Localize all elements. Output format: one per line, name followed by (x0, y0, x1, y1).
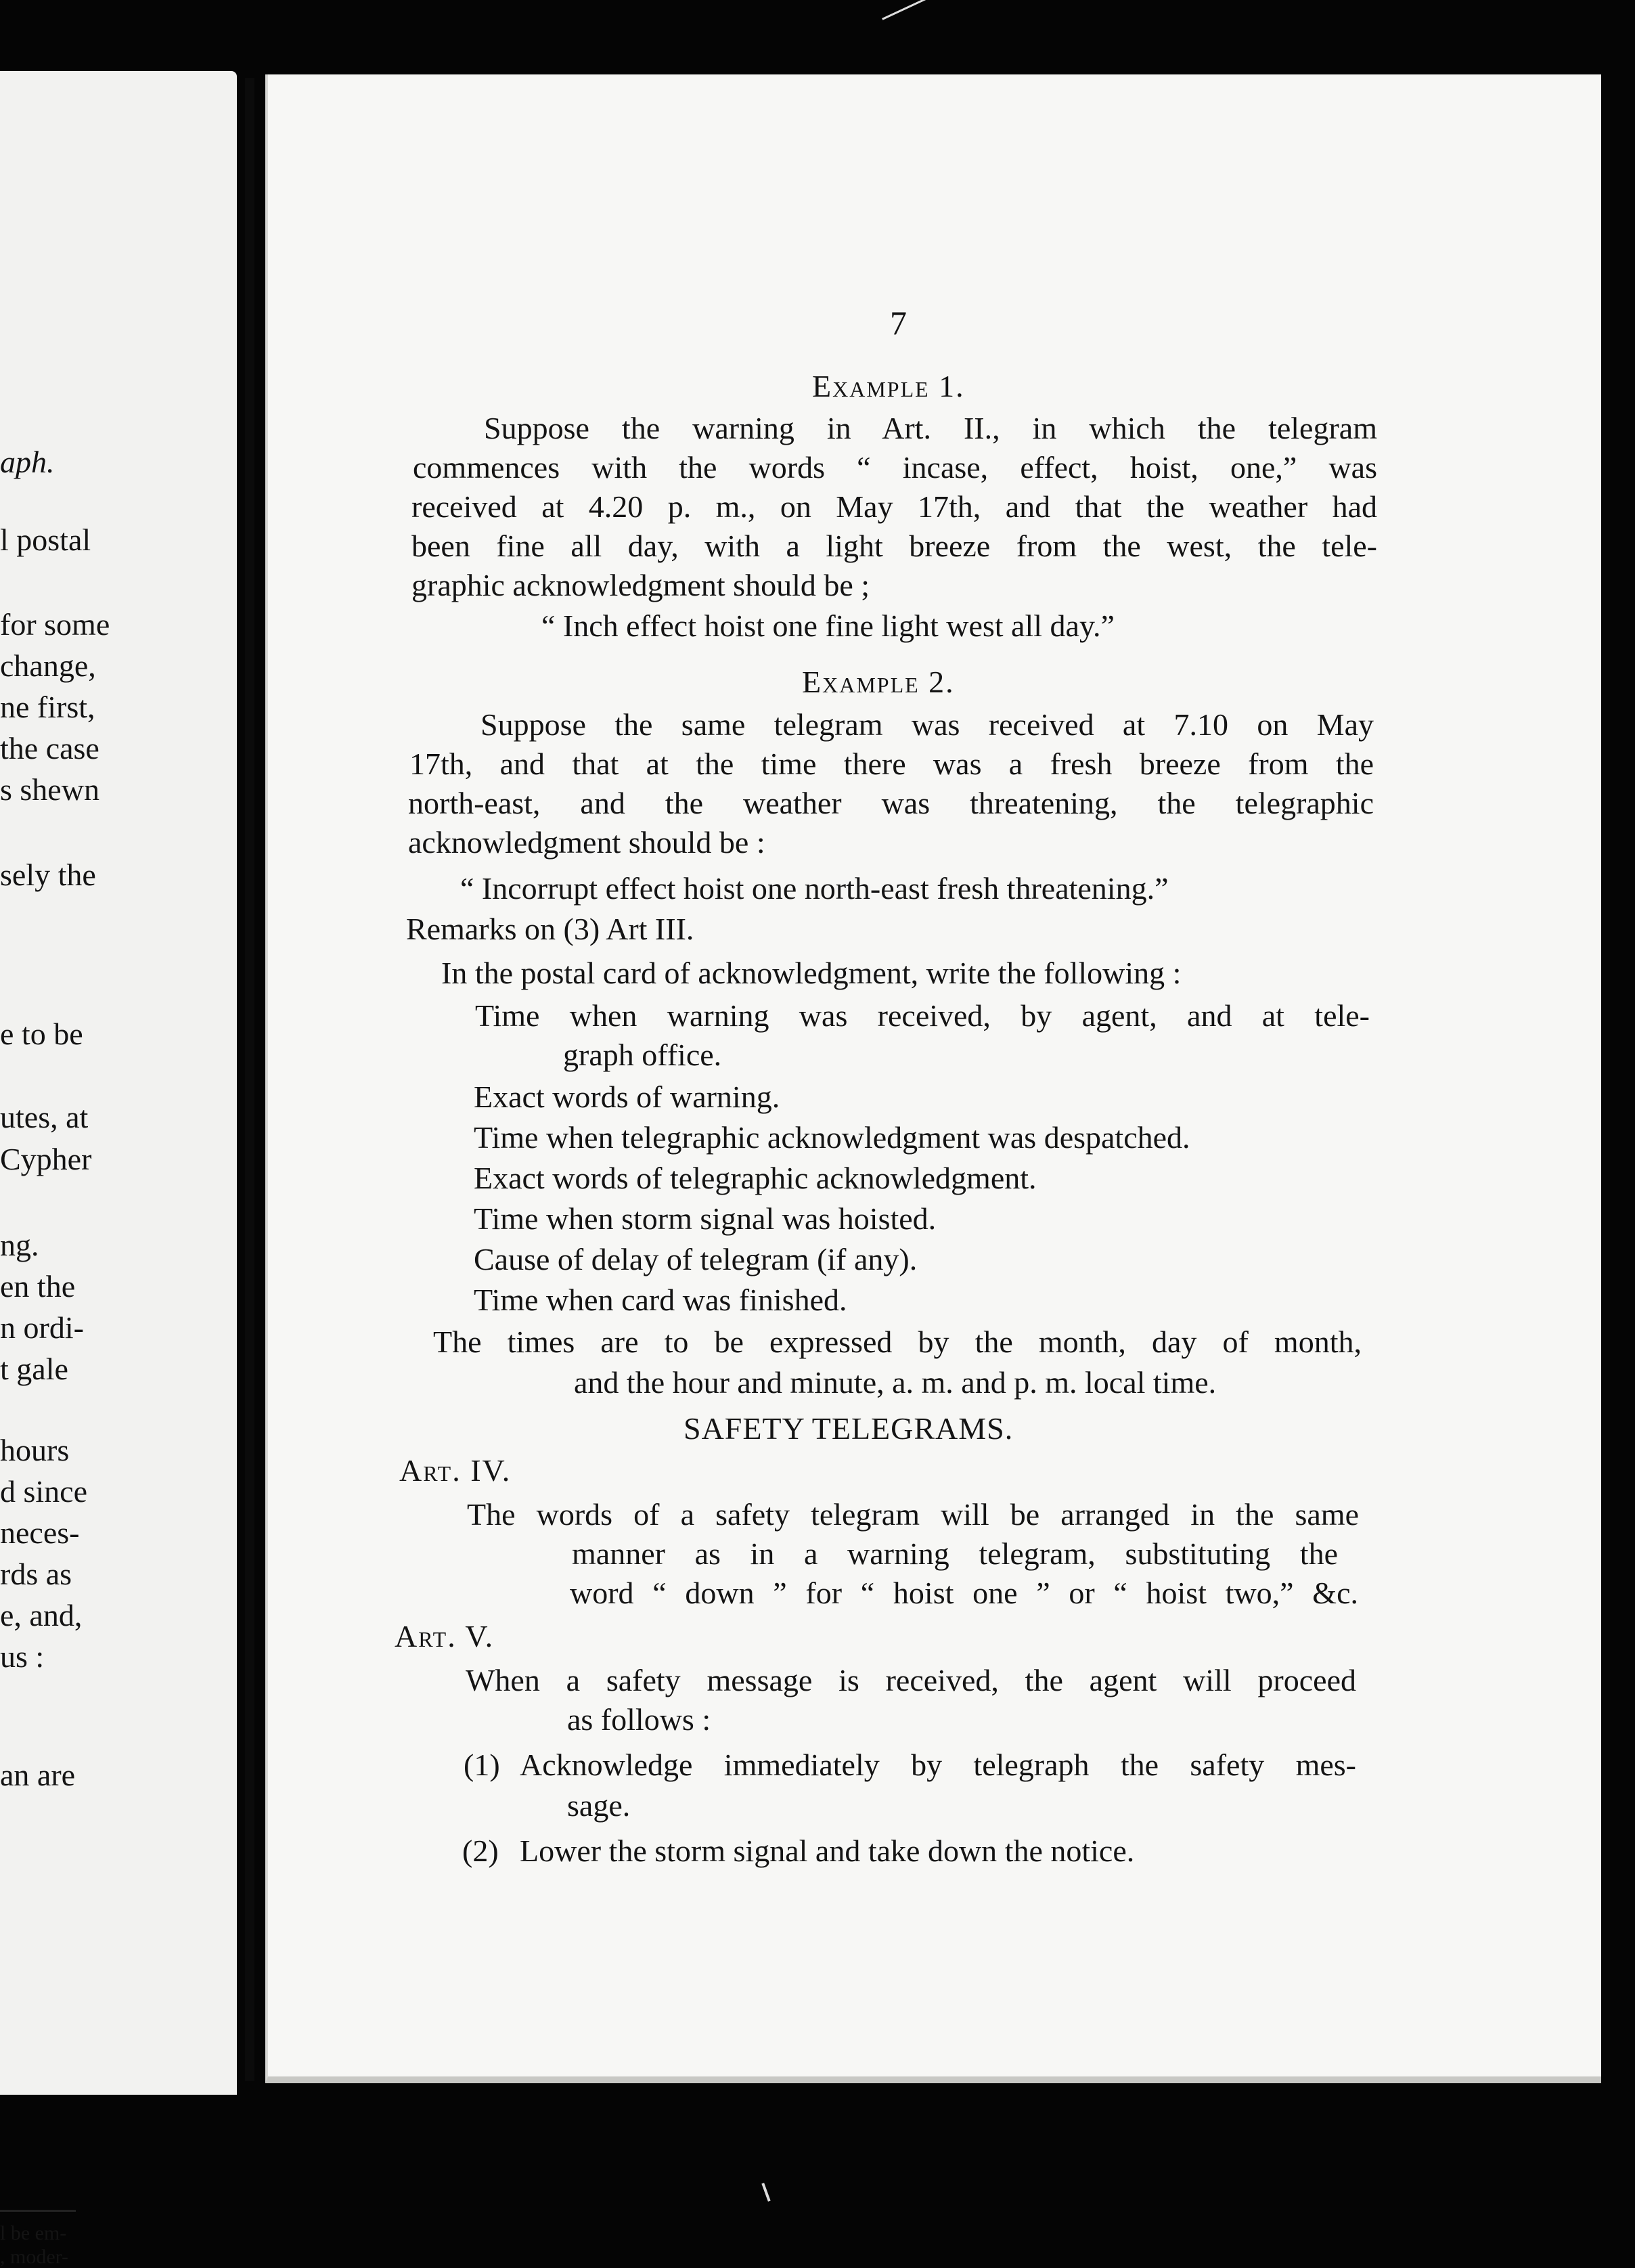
left-footnote-line: , moder- (0, 2246, 69, 2268)
left-page-line: Cypher (0, 1142, 92, 1176)
example-2-quote: “ Incorrupt effect hoist one north-east fresh threatening.” (460, 871, 1169, 906)
art-4-line: manner as in a warning telegram, substituting the (572, 1536, 1338, 1571)
example-1-line: graphic acknowledgment should be ; (411, 568, 870, 602)
left-page-line: t gale (0, 1352, 68, 1386)
left-page (0, 71, 237, 2268)
left-page-line: aph. (0, 445, 55, 479)
left-page-line: n ordi- (0, 1310, 84, 1345)
art-5-item-text: sage. (567, 1788, 631, 1823)
remarks-times-line: The times are to be expressed by the month, day of month, (433, 1325, 1362, 1359)
remarks-item: Time when warning was received, by agent, and at tele- (475, 998, 1370, 1033)
scan-mark (761, 2183, 770, 2202)
remarks-item: Time when storm signal was hoisted. (474, 1201, 937, 1236)
example-1-quote: “ Inch effect hoist one fine light west all day.” (541, 608, 1115, 643)
left-page-line: e, and, (0, 1598, 83, 1632)
left-page-line: d since (0, 1474, 88, 1509)
left-page-line: ne first, (0, 690, 95, 724)
scan-mark (882, 0, 932, 20)
art-5-line: as follows : (567, 1702, 711, 1737)
footnote-rule (0, 2210, 76, 2212)
art-5-item-number: (1) (464, 1748, 500, 1782)
left-page-line: en the (0, 1269, 76, 1304)
left-page-line: rds as (0, 1557, 72, 1591)
example-2-line: north-east, and the weather was threatening, the telegraphic (408, 786, 1374, 820)
remarks-item: Time when card was finished. (474, 1283, 847, 1317)
example-1-line: commences with the words “ incase, effect, hoist, one,” was (413, 450, 1377, 485)
example-2-line: Suppose the same telegram was received at 7.10 on May (480, 707, 1374, 742)
example-2-line: 17th, and that at the time there was a fresh breeze from the (409, 747, 1374, 781)
art-4-label: Art. IV. (399, 1453, 512, 1488)
left-page-line: the case (0, 731, 99, 765)
left-page-line: ng. (0, 1228, 39, 1262)
art-5-line: When a safety message is received, the agent will proceed (466, 1663, 1356, 1697)
art-5-item-text: Acknowledge immediately by telegraph the safety mes- (520, 1748, 1356, 1782)
example-1-heading: Example 1. (812, 369, 965, 403)
left-page-line: s shewn (0, 772, 99, 807)
example-1-line: Suppose the warning in Art. II., in which the telegram (484, 411, 1377, 445)
art-5-item-number: (2) (462, 1833, 499, 1868)
left-page-line: utes, at (0, 1100, 89, 1134)
left-page-line: hours (0, 1433, 70, 1467)
remarks-item: Exact words of telegraphic acknowledgment. (474, 1161, 1037, 1195)
left-page-line: change, (0, 648, 96, 683)
remarks-times-line: and the hour and minute, a. m. and p. m. local time. (574, 1365, 1217, 1400)
section-heading: SAFETY TELEGRAMS. (684, 1411, 1014, 1446)
page-number: 7 (890, 304, 907, 342)
example-2-heading: Example 2. (802, 665, 955, 699)
remarks-intro: In the postal card of acknowledgment, write the following : (441, 956, 1182, 990)
left-page-line: neces- (0, 1515, 80, 1550)
left-page-line: an are (0, 1758, 76, 1792)
art-5-item-text: Lower the storm signal and take down the notice. (520, 1833, 1135, 1868)
left-footnote-line: l be em- (0, 2222, 67, 2244)
example-1-line: been fine all day, with a light breeze from the west, the tele- (411, 529, 1377, 563)
art-4-line: The words of a safety telegram will be arranged in the same (467, 1497, 1359, 1532)
remarks-item: graph office. (563, 1038, 722, 1072)
example-1-line: received at 4.20 p. m., on May 17th, and that the weather had (411, 489, 1377, 524)
remarks-item: Exact words of warning. (474, 1080, 780, 1114)
remarks-item: Time when telegraphic acknowledgment was despatched. (474, 1120, 1190, 1155)
left-page-line: e to be (0, 1017, 83, 1051)
remarks-item: Cause of delay of telegram (if any). (474, 1242, 918, 1276)
art-4-line: word “ down ” for “ hoist one ” or “ hoist two,” &c. (570, 1576, 1358, 1610)
left-page-line: l postal (0, 522, 91, 557)
left-page-line: for some (0, 607, 110, 642)
left-page-line: sely the (0, 858, 96, 892)
example-2-line: acknowledgment should be : (408, 825, 765, 860)
left-page-line: us : (0, 1639, 45, 1674)
remarks-heading: Remarks on (3) Art III. (406, 912, 694, 946)
binding-gutter (245, 78, 254, 2081)
art-5-label: Art. V. (395, 1619, 495, 1653)
